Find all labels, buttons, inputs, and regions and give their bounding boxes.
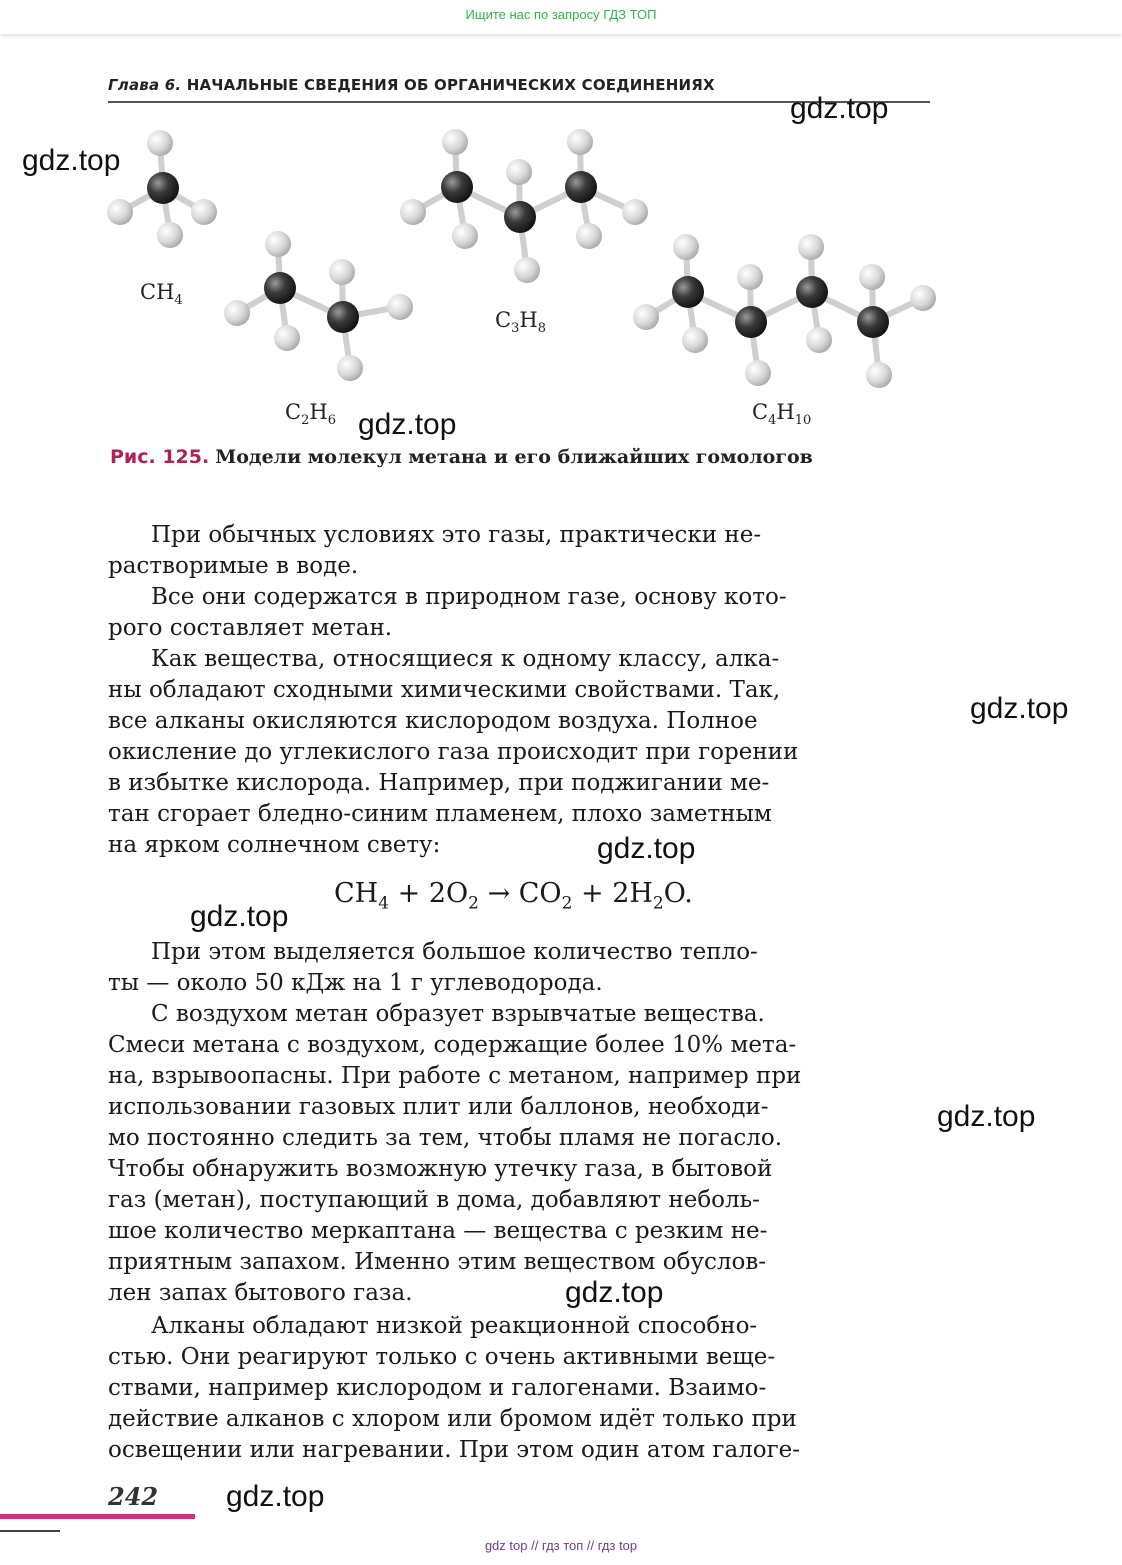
watermark: gdz.top — [970, 692, 1069, 725]
formula-c3h8: $C_3H_8$ — [495, 308, 546, 337]
paragraph-4: При этом выделяется большое количество тепло- ты — около 50 кДж на 1 г углеводорода. — [108, 939, 758, 996]
watermark: gdz.top — [790, 92, 889, 125]
figure-label: Рис. 125. — [110, 446, 210, 468]
figure-caption-text: Модели молекул метана и его ближайших гомологов — [215, 446, 813, 468]
figure-caption — [110, 446, 813, 468]
paragraph-2: Все они содержатся в природном газе, основу кото- рого составляет метан. — [108, 584, 787, 641]
watermark: gdz.top — [22, 144, 121, 177]
watermark: gdz.top — [190, 900, 289, 933]
chapter-title: НАЧАЛЬНЫЕ СВЕДЕНИЯ ОБ ОРГАНИЧЕСКИХ СОЕДИНЕНИЯХ — [186, 76, 715, 94]
molecule-ch4 — [107, 130, 217, 248]
chapter-number: Глава 6. — [108, 76, 182, 94]
molecule-c2h6 — [224, 231, 413, 381]
page-accent-bar — [0, 1514, 195, 1519]
combustion-equation: $CH_4 + 2O_2 \to CO_2 + 2H_2O$. — [334, 878, 693, 914]
watermark: gdz.top — [565, 1276, 664, 1309]
page-number: 242 — [108, 1482, 159, 1511]
page-rule — [0, 1530, 60, 1532]
top-banner[interactable]: Ищите нас по запросу ГДЗ ТОП — [0, 0, 1122, 34]
formula-c2h6: $C_2H_6$ — [285, 400, 336, 429]
formula-ch4: $CH_4$ — [140, 280, 183, 309]
paragraph-3: Как вещества, относящиеся к одному классу, алка- ны обладают сходными химическими свойствами. Так, все алканы окисляются кислородом воздуха. Полное окисление до углекислого газа происходит при горении в избытке кислорода. Например, при поджигании ме- тан сгорает бледно-синим пламенем, плохо заметным на ярком солнечном свету: — [108, 646, 799, 858]
watermark: gdz.top — [358, 408, 457, 441]
footer-links[interactable]: gdz top // гдз топ // гдз top — [484, 1538, 638, 1553]
paragraph-6: Алканы обладают низкой реакционной способно- стью. Они реагируют только с очень активными веще- ствами, например кислородом и галогенами. Взаимо- действие алканов с хлором или бромом идёт только при освещении или нагревании. При этом один атом галоге- — [108, 1313, 801, 1463]
watermark: gdz.top — [937, 1100, 1036, 1133]
formula-c4h10: $C_4H_{10}$ — [752, 400, 812, 429]
molecule-c3h8 — [400, 129, 648, 283]
molecule-c4h10 — [633, 234, 936, 388]
paragraph-5: С воздухом метан образует взрывчатые вещества. Смеси метана с воздухом, содержащие более 10% мета- на, взрывоопасны. При работе с метаном, например при использовании газовых плит или баллонов, необходи- мо постоянно следить за тем, чтобы пламя не погасло. Чтобы обнаружить возможную утечку газа, в бытовой газ (метан), поступающий в дома, добавляют неболь- шое количество меркаптана — вещества с резким не- приятным запахом. Именно этим веществом обуслов- лен запах бытового газа. — [108, 1001, 802, 1306]
watermark: gdz.top — [226, 1480, 325, 1513]
paragraph-1: При обычных условиях это газы, практически не- растворимые в воде. — [108, 522, 762, 579]
watermark: gdz.top — [597, 832, 696, 865]
molecule-models-figure — [95, 120, 955, 400]
